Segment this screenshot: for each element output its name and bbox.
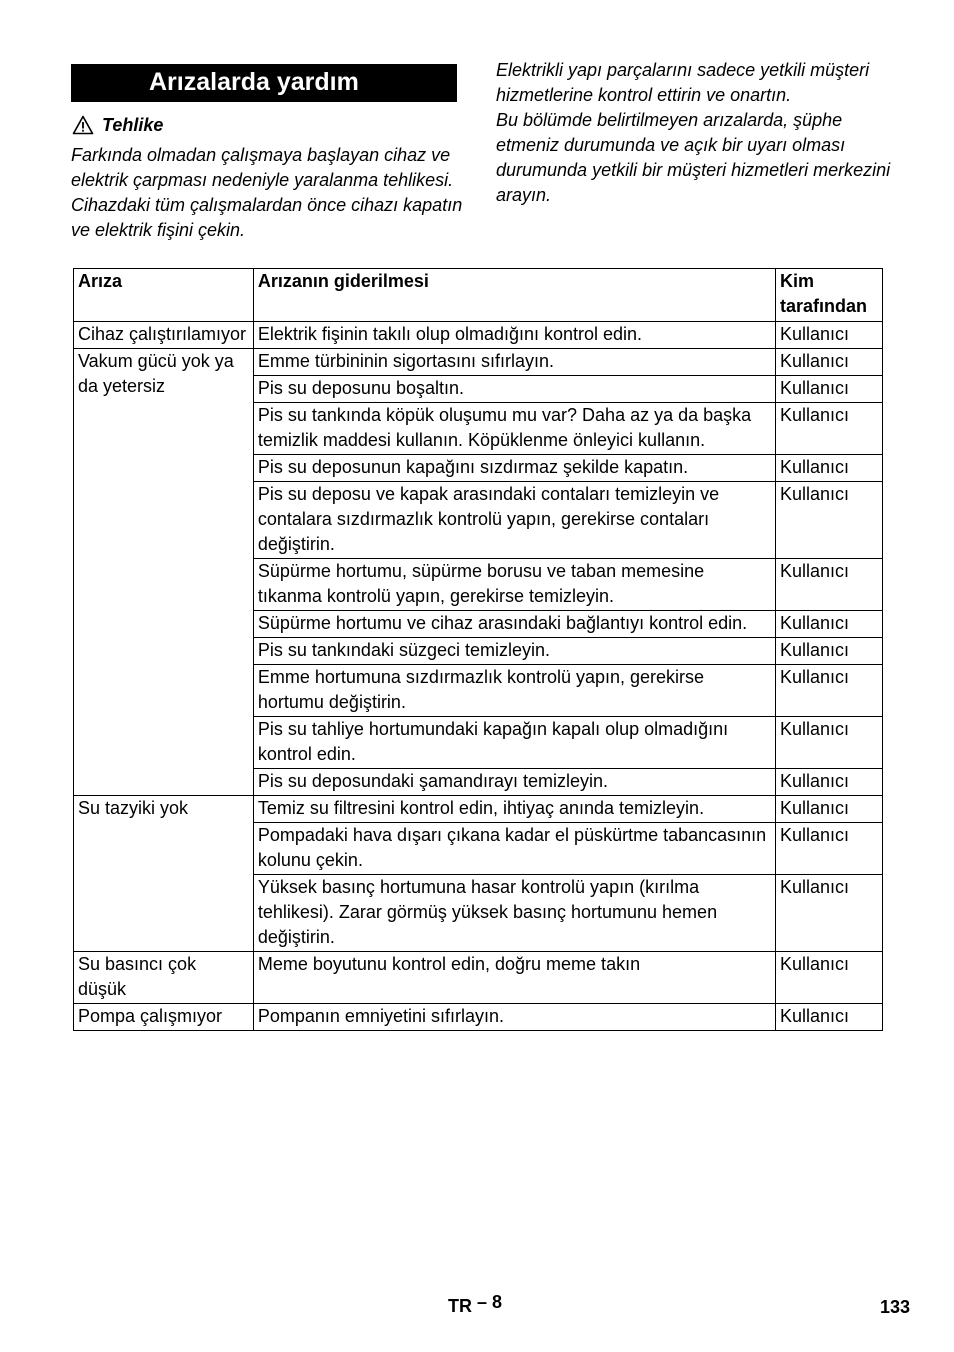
footer-section-number: – 8 <box>477 1292 503 1312</box>
remedy-cell: Pis su tankında köpük oluşumu mu var? Daha az ya da başka temizlik maddesi kullanın. Köpüklenme önleyici kullanın. <box>253 403 775 455</box>
table-row <box>74 322 883 349</box>
troubleshooting-table <box>73 268 883 1031</box>
remedy-cell: Temiz su filtresini kontrol edin, ihtiyaç anında temizleyin. <box>253 796 775 823</box>
remedy-cell: Pis su deposunu boşaltın. <box>253 376 775 403</box>
remedy-cell: Emme hortumuna sızdırmazlık kontrolü yapın, gerekirse hortumu değiştirin. <box>253 665 775 717</box>
responsible-cell: Kullanıcı <box>776 769 883 796</box>
section-title: Arızalarda yardım <box>71 64 457 102</box>
remedy-cell: Pompanın emniyetini sıfırlayın. <box>253 1004 775 1031</box>
responsible-cell: Kullanıcı <box>776 349 883 376</box>
service-paragraph: Elektrikli yapı parçalarını sadece yetkili müşteri hizmetlerine kontrol ettirin ve onartın. <box>496 60 870 105</box>
footer-section <box>448 1292 503 1317</box>
fault-cell: Pompa çalışmıyor <box>74 1004 254 1031</box>
table-row <box>74 796 883 823</box>
responsible-cell: Kullanıcı <box>776 403 883 455</box>
remedy-cell: Pis su deposu ve kapak arasındaki contaları temizleyin ve contalara sızdırmazlık kontrolü yapın, gerekirse contaları değiştirin. <box>253 482 775 559</box>
responsible-cell: Kullanıcı <box>776 717 883 769</box>
danger-paragraph: Farkında olmadan çalışmaya başlayan cihaz ve elektrik çarpması nedeniyle yaralanma tehlikesi. <box>71 145 454 190</box>
responsible-cell: Kullanıcı <box>776 796 883 823</box>
service-note <box>496 58 896 208</box>
fault-cell: Cihaz çalıştırılamıyor <box>74 322 254 349</box>
responsible-cell: Kullanıcı <box>776 875 883 952</box>
remedy-cell: Süpürme hortumu, süpürme borusu ve taban memesine tıkanma kontrolü yapın, gerekirse temizleyin. <box>253 559 775 611</box>
remedy-cell: Süpürme hortumu ve cihaz arasındaki bağlantıyı kontrol edin. <box>253 611 775 638</box>
responsible-cell: Kullanıcı <box>776 559 883 611</box>
remedy-cell: Yüksek basınç hortumuna hasar kontrolü yapın (kırılma tehlikesi). Zarar görmüş yüksek basınç hortumunu hemen değiştirin. <box>253 875 775 952</box>
service-paragraph: Bu bölümde belirtilmeyen arızalarda, şüphe etmeniz durumunda ve açık bir uyarı olması durumunda yetkili bir müşteri hizmetleri merkezini arayın. <box>496 110 891 205</box>
table-header-row <box>74 269 883 322</box>
header-by: Kim tarafından <box>776 269 883 322</box>
danger-paragraph: Cihazdaki tüm çalışmalardan önce cihazı kapatın ve elektrik fişini çekin. <box>71 195 463 240</box>
remedy-cell: Meme boyutunu kontrol edin, doğru meme takın <box>253 952 775 1004</box>
page-number: 133 <box>880 1297 911 1317</box>
table-row <box>74 952 883 1004</box>
remedy-cell: Elektrik fişinin takılı olup olmadığını kontrol edin. <box>253 322 775 349</box>
responsible-cell: Kullanıcı <box>776 322 883 349</box>
responsible-cell: Kullanıcı <box>776 455 883 482</box>
remedy-cell: Pompadaki hava dışarı çıkana kadar el püskürtme tabancasının kolunu çekin. <box>253 823 775 875</box>
responsible-cell: Kullanıcı <box>776 952 883 1004</box>
warning-triangle-icon <box>72 115 94 135</box>
responsible-cell: Kullanıcı <box>776 638 883 665</box>
danger-text <box>71 143 466 243</box>
responsible-cell: Kullanıcı <box>776 482 883 559</box>
responsible-cell: Kullanıcı <box>776 665 883 717</box>
fault-cell: Su basıncı çok düşük <box>74 952 254 1004</box>
remedy-cell: Pis su deposunun kapağını sızdırmaz şekilde kapatın. <box>253 455 775 482</box>
responsible-cell: Kullanıcı <box>776 823 883 875</box>
table-row <box>74 349 883 376</box>
fault-cell: Vakum gücü yok ya da yetersiz <box>74 349 254 796</box>
header-fault: Arıza <box>74 269 254 322</box>
remedy-cell: Pis su deposundaki şamandırayı temizleyin. <box>253 769 775 796</box>
table-row <box>74 1004 883 1031</box>
danger-label: Tehlike <box>102 115 164 135</box>
fault-cell: Su tazyiki yok <box>74 796 254 952</box>
header-remedy: Arızanın giderilmesi <box>253 269 775 322</box>
danger-heading <box>72 113 163 137</box>
responsible-cell: Kullanıcı <box>776 376 883 403</box>
footer-lang: TR <box>448 1296 472 1316</box>
remedy-cell: Pis su tahliye hortumundaki kapağın kapalı olup olmadığını kontrol edin. <box>253 717 775 769</box>
responsible-cell: Kullanıcı <box>776 611 883 638</box>
remedy-cell: Emme türbininin sigortasını sıfırlayın. <box>253 349 775 376</box>
table-body <box>74 322 883 1031</box>
responsible-cell: Kullanıcı <box>776 1004 883 1031</box>
remedy-cell: Pis su tankındaki süzgeci temizleyin. <box>253 638 775 665</box>
